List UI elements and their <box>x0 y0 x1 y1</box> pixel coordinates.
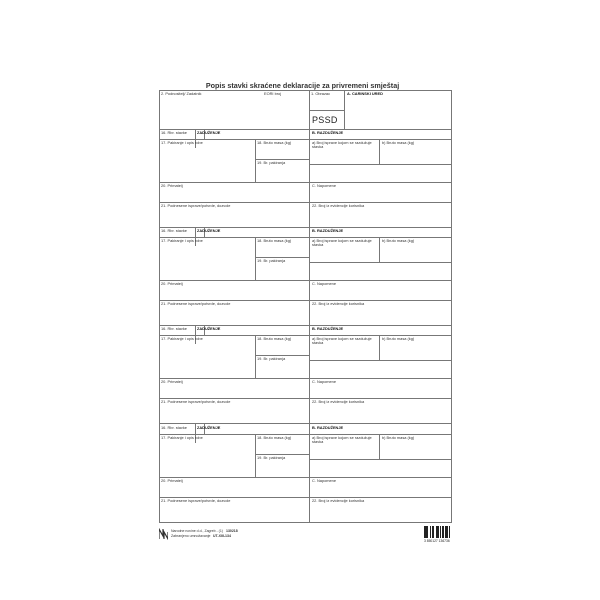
declaration-form <box>159 90 451 522</box>
barcode-bar <box>433 526 434 538</box>
packaging-label: 17. Pakiranje i opis robe <box>161 238 203 243</box>
discharge-doc-label: a) Broj isprave kojom se razdužuje stavka <box>312 238 372 248</box>
barcode-number: 3 850127 136736 <box>424 539 450 543</box>
package-count-label: 19. Br. pakiranja <box>257 455 286 460</box>
packaging-label: 17. Pakiranje i opis robe <box>161 140 203 145</box>
form-border-right <box>451 90 452 522</box>
consignee-label: 20. Primatelj <box>161 183 183 188</box>
packaging-label: 17. Pakiranje i opis robe <box>161 435 203 440</box>
razduzenje-cell-divider <box>309 164 451 165</box>
field-1-label: 1. Obrazac <box>311 91 331 96</box>
gross-mass-label: 18. Bruto masa (kg) <box>257 435 292 440</box>
package-count-label: 19. Br. pakiranja <box>257 356 286 361</box>
submitted-docs-label: 21. Podnesene isprave/potvrde, dozvole <box>161 498 231 503</box>
form-footer <box>159 525 451 549</box>
form-border-left <box>159 90 160 522</box>
discharge-mass-label: b) Bruto masa (kg) <box>382 140 415 145</box>
user-record-label: 22. Broj iz evidencije korisnika <box>312 203 365 208</box>
eori-label: EORI broj <box>264 91 282 96</box>
gross-mass-label: 18. Bruto masa (kg) <box>257 238 292 243</box>
discharge-doc-label: a) Broj isprave kojom se razdužuje stavka <box>312 336 372 346</box>
zaduzenje-label: ZADUŽENJE <box>197 326 221 331</box>
package-count-label: 19. Br. pakiranja <box>257 160 286 165</box>
razduzenje-label: B. RAZDUŽENJE <box>312 425 344 430</box>
razduzenje-cell-divider <box>309 459 451 460</box>
gross-mass-label: 18. Bruto masa (kg) <box>257 140 292 145</box>
user-record-label: 22. Broj iz evidencije korisnika <box>312 301 365 306</box>
gross-mass-label: 18. Bruto masa (kg) <box>257 336 292 341</box>
form-type-value: PSSD <box>312 115 338 125</box>
remarks-label: C. Napomene <box>312 478 337 483</box>
mass-col-divider <box>255 237 256 280</box>
barcode-bar <box>430 526 431 538</box>
submitted-docs-label: 21. Podnesene isprave/potvrde, dozvole <box>161 203 231 208</box>
discharge-mass-label: b) Bruto masa (kg) <box>382 435 415 440</box>
submitted-docs-label: 21. Podnesene isprave/potvrde, dozvole <box>161 301 231 306</box>
remarks-label: C. Napomene <box>312 379 337 384</box>
form-code: UT-XIII-134 <box>213 534 231 538</box>
zaduzenje-label: ZADUŽENJE <box>197 130 221 135</box>
item-block-divider <box>159 423 451 424</box>
publisher-line-1: Narodne novine d.d., Zagreb - (1) <box>171 529 223 533</box>
barcode-bar <box>447 526 448 538</box>
remarks-label: C. Napomene <box>312 183 337 188</box>
razduzenje-cell-divider <box>309 360 451 361</box>
consignee-label: 20. Primatelj <box>161 478 183 483</box>
barcode-bars <box>424 526 462 538</box>
item-col-divider <box>309 129 310 227</box>
barcode-bar <box>449 526 450 538</box>
packaging-label: 17. Pakiranje i opis robe <box>161 336 203 341</box>
item-row-divider <box>159 280 451 281</box>
item-col-divider <box>309 227 310 325</box>
razduzenje-label: B. RAZDUŽENJE <box>312 326 344 331</box>
mass-col-divider <box>255 434 256 477</box>
publisher-line-2: Zabranjeno umnožavanje <box>171 534 211 538</box>
user-record-label: 22. Broj iz evidencije korisnika <box>312 399 365 404</box>
form-border-bottom <box>159 522 452 523</box>
item-col-divider <box>309 325 310 423</box>
item-number-label: 16. Rbr. stavke <box>161 425 187 430</box>
user-record-label: 22. Broj iz evidencije korisnika <box>312 498 365 503</box>
form-border-top <box>159 90 451 91</box>
discharge-mass-label: b) Bruto masa (kg) <box>382 238 415 243</box>
item-number-label: 16. Rbr. stavke <box>161 228 187 233</box>
submitted-docs-label: 21. Podnesene isprave/potvrde, dozvole <box>161 399 231 404</box>
barcode-bar <box>440 526 441 538</box>
document-title: Popis stavki skraćene deklaracije za privremeni smještaj <box>205 81 400 90</box>
razduzenje-col-divider <box>379 139 380 164</box>
razduzenje-col-divider <box>379 335 380 360</box>
header-col-divider-2 <box>344 90 345 129</box>
item-number-label: 16. Rbr. stavke <box>161 326 187 331</box>
discharge-mass-label: b) Bruto masa (kg) <box>382 336 415 341</box>
razduzenje-cell-divider <box>309 262 451 263</box>
razduzenje-col-divider <box>379 237 380 262</box>
item-col-divider <box>309 424 310 522</box>
discharge-doc-label: a) Broj isprave kojom se razdužuje stavka <box>312 140 372 150</box>
item-number-label: 16. Rbr. stavke <box>161 130 187 135</box>
discharge-doc-label: a) Broj isprave kojom se razdužuje stavka <box>312 435 372 445</box>
item-row-divider <box>159 182 451 183</box>
form-sheet <box>150 55 455 545</box>
mass-col-divider <box>255 139 256 182</box>
doc-number: 130218 <box>226 529 238 533</box>
zaduzenje-label: ZADUŽENJE <box>197 228 221 233</box>
barcode-bar <box>427 526 428 538</box>
package-count-label: 19. Br. pakiranja <box>257 258 286 263</box>
item-row-divider <box>159 477 451 478</box>
barcode <box>424 526 462 544</box>
header-cell-divider <box>309 110 344 111</box>
consignee-label: 20. Primatelj <box>161 281 183 286</box>
zaduzenje-label: ZADUŽENJE <box>197 425 221 430</box>
consignee-label: 20. Primatelj <box>161 379 183 384</box>
razduzenje-label: B. RAZDUŽENJE <box>312 228 344 233</box>
field-2-label: 2. Podnositelj/ Zadatnik <box>161 91 202 96</box>
razduzenje-col-divider <box>379 434 380 459</box>
mass-col-divider <box>255 335 256 378</box>
remarks-label: C. Napomene <box>312 281 337 286</box>
field-a-label: A. CARINSKI URED <box>347 91 383 96</box>
publisher-logo-icon <box>159 528 168 540</box>
item-row-divider <box>159 378 451 379</box>
razduzenje-label: B. RAZDUŽENJE <box>312 130 344 135</box>
